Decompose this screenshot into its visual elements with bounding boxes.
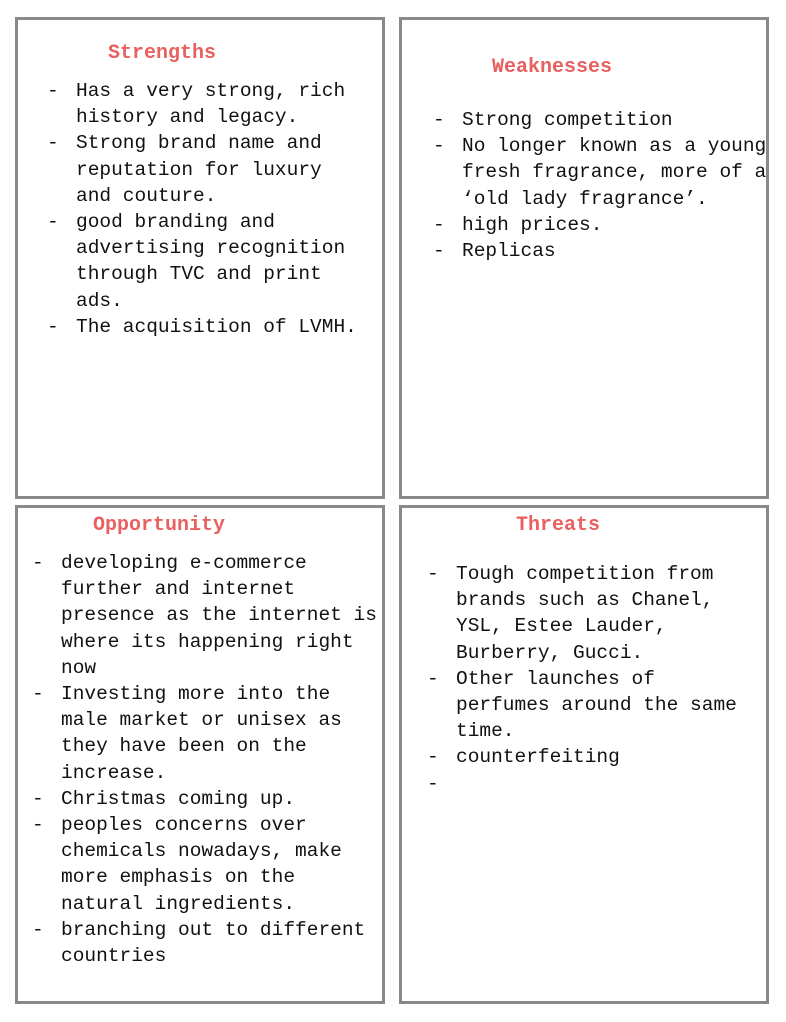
list-item: - Strong brand name and reputation for luxury and couture.: [47, 132, 322, 207]
list-item: - The acquisition of LVMH.: [47, 315, 357, 338]
threats-title: Threats: [516, 514, 601, 537]
list-item: -: [427, 772, 439, 795]
opportunity-box: [15, 505, 385, 1004]
list-item: - No longer known as a young fresh fragrance, more of a ‘old lady fragrance’.: [433, 135, 767, 210]
list-item: - Replicas: [433, 240, 556, 263]
list-item: - peoples concerns over chemicals nowadays, make more emphasis on the natural ingredients.: [32, 814, 342, 915]
list-item: - Investing more into the male market or unisex as they have been on the increase.: [32, 683, 342, 784]
list-item: - developing e-commerce further and internet presence as the internet is where its happening right now: [32, 552, 377, 679]
weaknesses-list: [433, 107, 769, 264]
list-item: - branching out to different countries: [32, 918, 366, 968]
list-item: - counterfeiting: [427, 746, 620, 769]
threats-list: [427, 561, 747, 797]
strengths-title: Strengths: [108, 42, 217, 65]
opportunity-list: [32, 550, 384, 969]
list-item: - good branding and advertising recognition through TVC and print ads.: [47, 211, 346, 312]
list-item: - Has a very strong, rich history and legacy.: [47, 80, 346, 129]
opportunity-title: Opportunity: [93, 514, 226, 537]
list-item: - Tough competition from brands such as Chanel, YSL, Estee Lauder, Burberry, Gucci.: [427, 563, 714, 664]
list-item: - Christmas coming up.: [32, 787, 296, 810]
list-item: - high prices.: [433, 213, 603, 236]
weaknesses-title: Weaknesses: [492, 56, 613, 79]
strengths-list: [47, 78, 367, 340]
list-item: - Strong competition: [433, 109, 673, 131]
list-item: - Other launches of perfumes around the same time.: [427, 667, 737, 743]
strengths-box: [15, 17, 385, 499]
weaknesses-box: [399, 17, 769, 499]
threats-box: [399, 505, 769, 1004]
